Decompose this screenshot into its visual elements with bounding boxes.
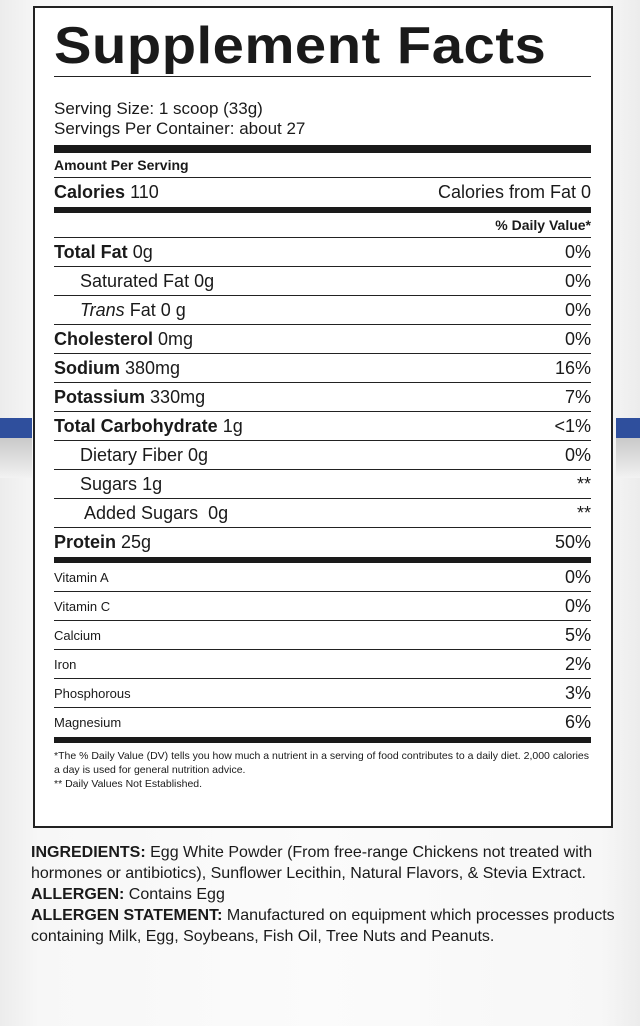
thick-divider (54, 145, 591, 153)
nutrient-dv: 0% (564, 241, 591, 262)
vitamin-row (54, 708, 591, 737)
vitamin-dv: 0% (564, 595, 591, 616)
nutrient-name: Added Sugars (84, 502, 199, 523)
allergen-statement-paragraph (31, 905, 619, 947)
nutrient-row-protein (54, 528, 591, 557)
vitamin-row (54, 621, 591, 650)
nutrient-name: Sodium (54, 357, 120, 378)
nutrient-name: Saturated Fat (80, 270, 190, 291)
nutrient-amount: 0g (188, 444, 209, 465)
panel-title: Supplement Facts (54, 17, 547, 75)
nutrient-dv: 0% (564, 270, 591, 291)
nutrient-amount: 1g (222, 415, 243, 436)
calories-value: 110 (130, 182, 159, 202)
nutrient-row-trans-fat (54, 296, 591, 325)
vitamin-name: Phosphorous (54, 685, 131, 701)
nutrient-dv: ** (576, 473, 591, 494)
vitamin-row (54, 679, 591, 708)
vitamin-name: Vitamin C (54, 598, 111, 614)
nutrient-row-total-fat (54, 238, 591, 267)
amount-per-serving: Amount Per Serving (54, 157, 189, 173)
nutrient-name: Cholesterol (54, 328, 154, 349)
vitamin-row (54, 592, 591, 621)
nutrient-row-sugars (54, 470, 591, 499)
nutrient-name: Total Carbohydrate (54, 415, 218, 436)
nutrient-amount: 0g (132, 241, 153, 262)
vitamin-dv: 2% (564, 653, 591, 674)
nutrient-name: Potassium (54, 386, 146, 407)
footnotes (54, 743, 591, 791)
allergen-statement-label: ALLERGEN STATEMENT: (31, 907, 223, 924)
vitamin-name: Vitamin A (54, 569, 109, 585)
nutrient-row-saturated-fat (54, 267, 591, 296)
vitamin-dv: 6% (564, 712, 591, 732)
ingredients-text: Egg White Powder (From free-range Chickens not treated with hormones or antibiotics), Sunflower Lecithin, Natural Flavors, & Stevia Extract. (31, 844, 593, 882)
ingredients-label: INGREDIENTS: (31, 844, 146, 861)
ingredients-paragraph (31, 842, 619, 884)
vitamin-row (54, 563, 591, 592)
nutrient-amount: 1g (142, 473, 163, 494)
vitamin-name: Iron (54, 656, 77, 672)
serving-info (54, 77, 591, 145)
nutrient-row-sodium (54, 354, 591, 383)
daily-value-header: % Daily Value* (495, 217, 591, 233)
vitamin-dv: 0% (564, 566, 591, 587)
nutrient-dv: ** (576, 502, 591, 523)
band-shadow-right (616, 438, 640, 478)
nutrient-amount: 380mg (125, 357, 181, 378)
blue-band-right (616, 418, 640, 438)
nutrient-amount: 0g (194, 270, 215, 291)
allergen-text: Contains Egg (128, 886, 225, 903)
calories-from-fat: Calories from Fat 0 (437, 182, 591, 202)
vitamin-name: Magnesium (54, 715, 122, 730)
vitamin-row (54, 650, 591, 679)
calories-label: Calories (54, 182, 126, 202)
nutrient-dv: 0% (564, 328, 591, 349)
servings-per-container: Servings Per Container: about 27 (54, 119, 306, 138)
band-shadow-left (0, 438, 32, 478)
nutrient-dv: 0% (564, 444, 591, 465)
footnote-not-established: ** Daily Values Not Established. (54, 778, 203, 790)
nutrient-row-total-carbohydrate (54, 412, 591, 441)
nutrient-dv: 50% (554, 532, 591, 552)
vitamin-dv: 3% (564, 682, 591, 703)
nutrient-row-dietary-fiber (54, 441, 591, 470)
calories-row (54, 178, 591, 207)
nutrient-amount: Fat 0 g (129, 299, 186, 320)
footnote-daily-value: *The % Daily Value (DV) tells you how much a nutrient in a serving of food contributes to a daily diet. 2,000 calories a day is used for general nutrition advice. (54, 750, 589, 776)
nutrient-row-potassium (54, 383, 591, 412)
vitamin-name: Calcium (54, 627, 101, 643)
nutrient-name: Total Fat (54, 241, 128, 262)
nutrient-amount: 25g (121, 532, 152, 552)
allergen-statement-text: Manufactured on equipment which processes products containing Milk, Egg, Soybeans, Fish Oil, Tree Nuts and Peanuts. (31, 907, 615, 945)
serving-size: Serving Size: 1 scoop (33g) (54, 99, 263, 118)
nutrient-row-added-sugars (54, 499, 591, 528)
nutrient-amount: 0mg (158, 328, 194, 349)
nutrient-name: Sugars (80, 473, 138, 494)
blue-band-left (0, 418, 32, 438)
vitamin-dv: 5% (564, 624, 591, 645)
allergen-paragraph (31, 884, 619, 905)
ingredients-section (31, 842, 619, 947)
nutrient-dv: 16% (554, 357, 591, 378)
nutrient-dv: 7% (564, 386, 591, 407)
supplement-facts-panel (33, 6, 613, 828)
nutrient-name: Trans (80, 299, 125, 320)
nutrient-dv: 0% (564, 299, 591, 320)
nutrient-name: Dietary Fiber (80, 444, 184, 465)
nutrient-amount: 330mg (150, 386, 206, 407)
nutrient-dv: <1% (554, 415, 591, 436)
nutrient-row-cholesterol (54, 325, 591, 354)
nutrient-amount: 0g (208, 502, 229, 523)
allergen-label: ALLERGEN: (31, 886, 125, 903)
nutrient-name: Protein (54, 532, 117, 552)
